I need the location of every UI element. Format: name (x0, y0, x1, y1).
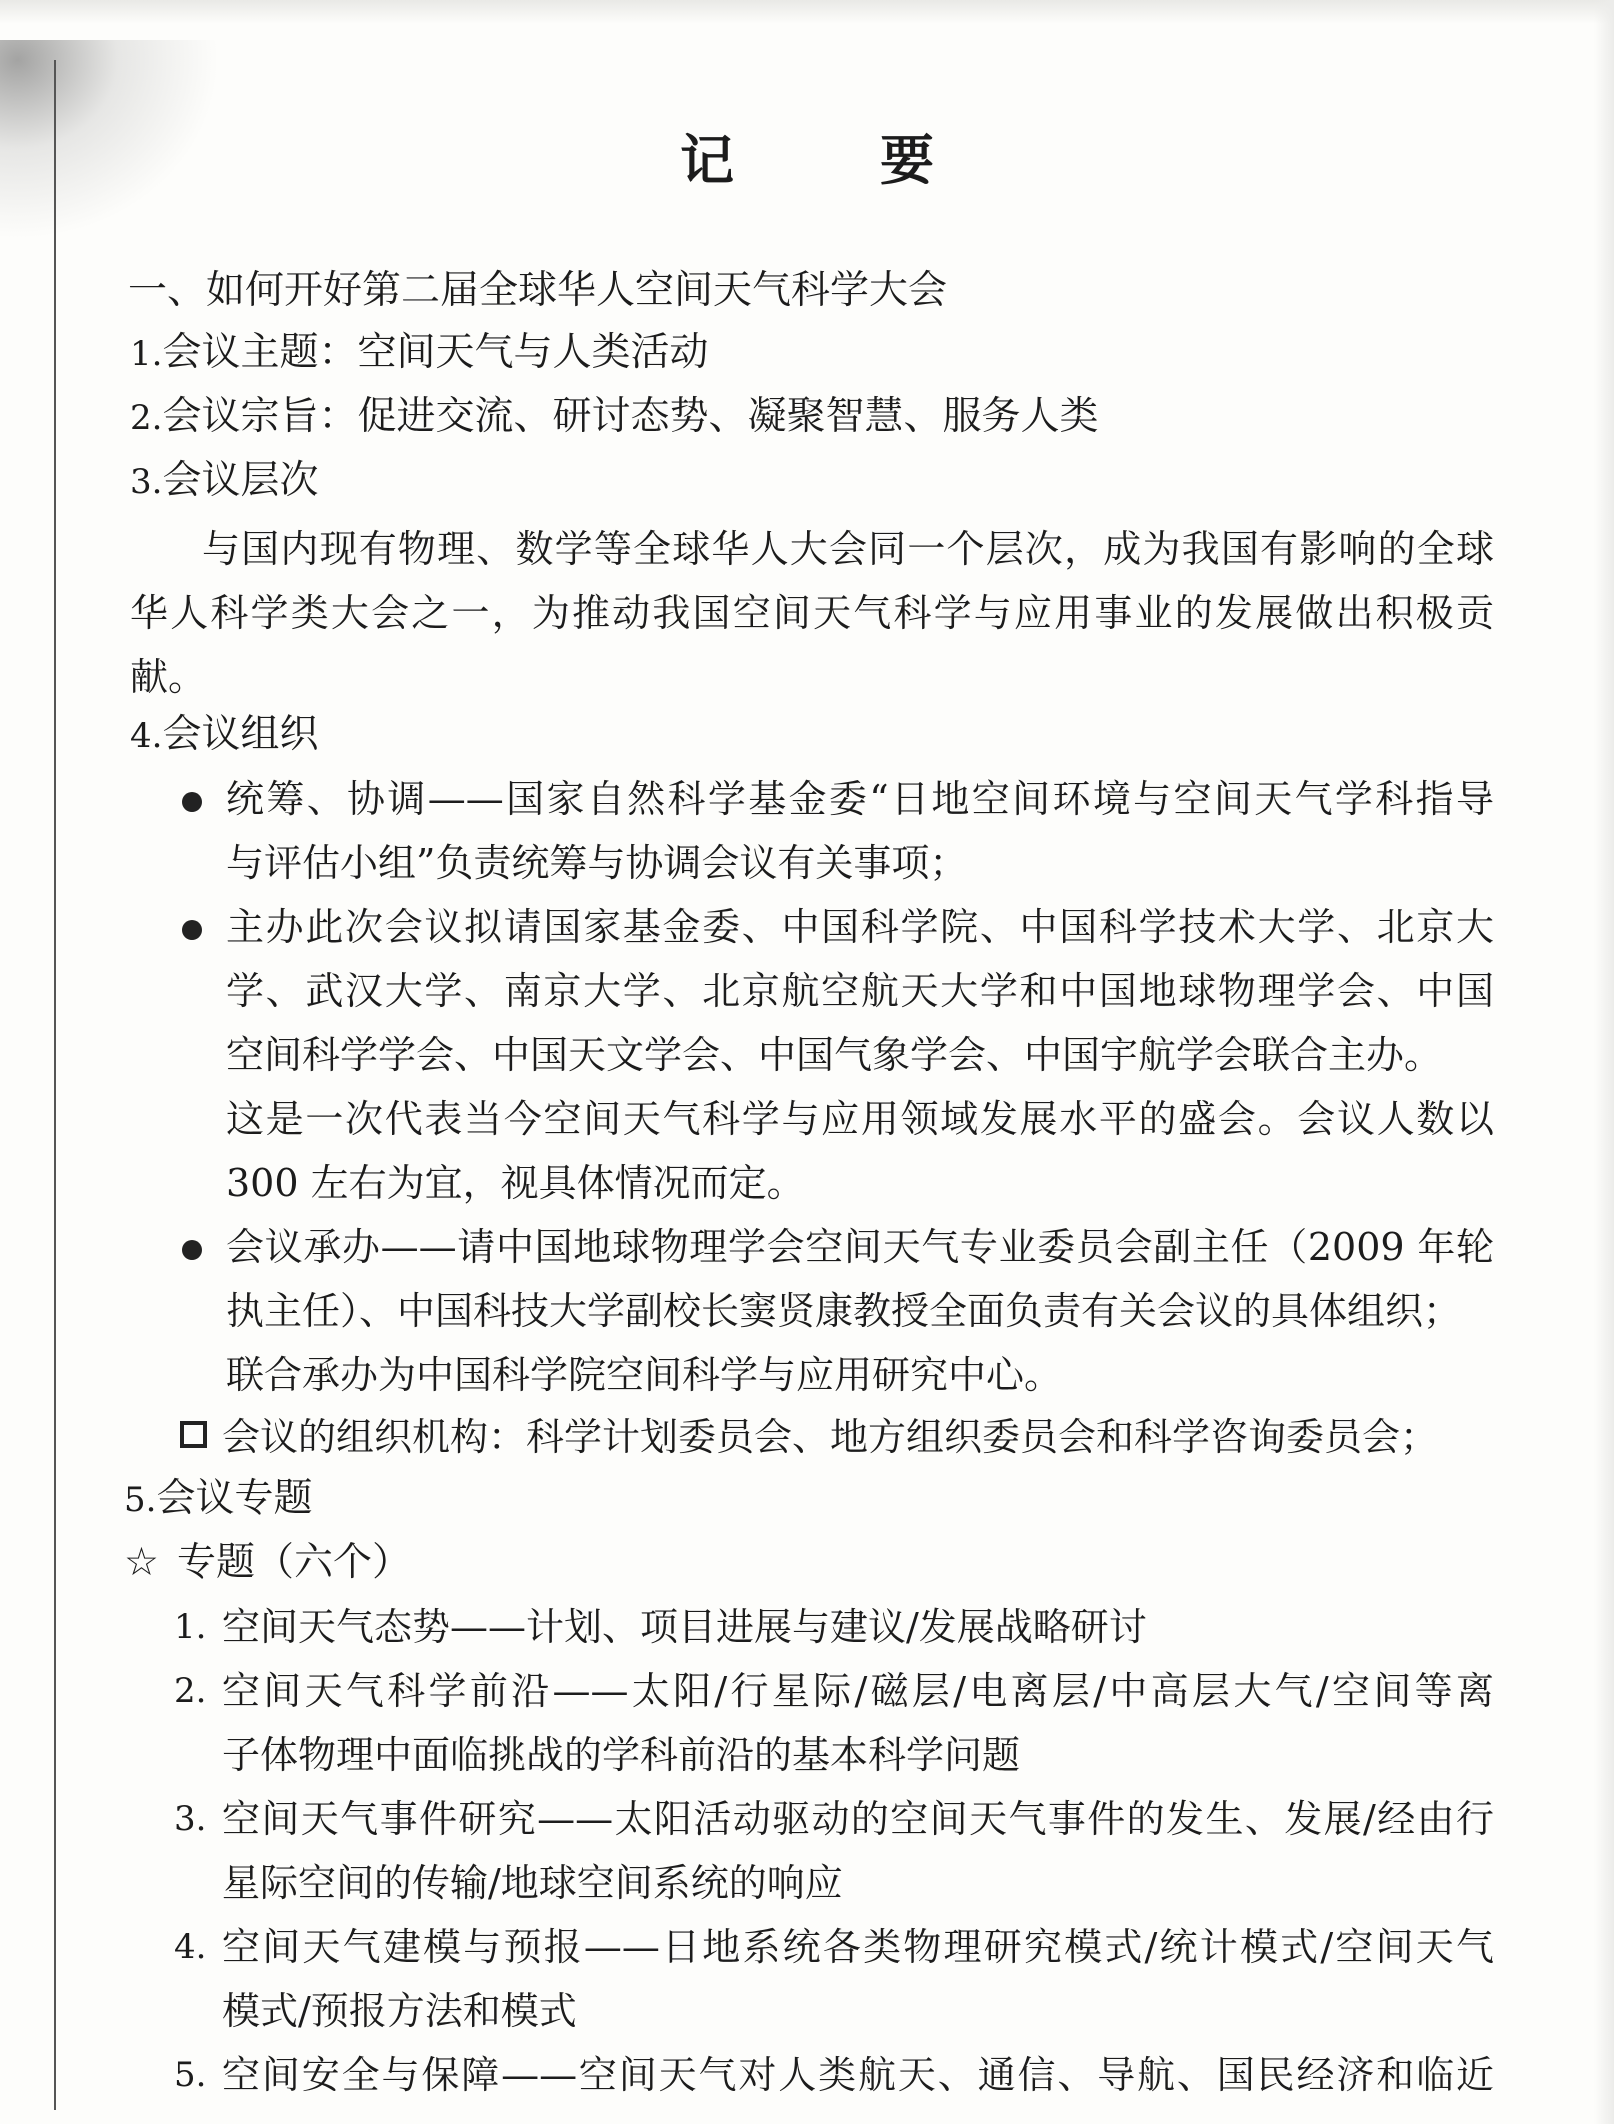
item-5-number: 5. (124, 1480, 157, 1520)
star-icon: ☆ (124, 1540, 159, 1585)
topic-line: 空间天气科学前沿——太阳/行星际/磁层/电离层/中高层大气/空间等离 (222, 1669, 1494, 1713)
bullet-line: 执主任）、中国科技大学副校长窦贤康教授全面负责有关会议的具体组织； (226, 1289, 1462, 1333)
topic-line: 空间天气事件研究——太阳活动驱动的空间天气事件的发生、发展/经由行 (222, 1797, 1494, 1841)
paragraph-line: 华人科学类大会之一，为推动我国空间天气科学与应用事业的发展做出积极贡 (130, 591, 1494, 635)
scan-top-shadow (0, 0, 1614, 24)
bullet-line: 会议承办——请中国地球物理学会空间天气专业委员会副主任（2009 年轮 (226, 1225, 1494, 1269)
topic-line: 空间天气建模与预报——日地系统各类物理研究模式/统计模式/空间天气 (222, 1925, 1494, 1969)
topic-line: 空间天气态势——计划、项目进展与建议/发展战略研讨 (222, 1605, 1147, 1649)
item-4-number: 4. (130, 716, 163, 756)
page-title: 记 要 (680, 128, 980, 192)
bullet-dot-icon (182, 1240, 202, 1260)
item-1 (130, 330, 708, 377)
bullet-line: 主办此次会议拟请国家基金委、中国科学院、中国科学技术大学、北京大 (226, 905, 1494, 949)
binding-edge-line (54, 60, 56, 2110)
checkbox-square-icon (180, 1421, 207, 1448)
topic-line: 空间安全与保障——空间天气对人类航天、通信、导航、国民经济和临近 (222, 2053, 1494, 2097)
topic-number: 5. (174, 2055, 207, 2095)
topic-number: 3. (174, 1799, 207, 1839)
bullet-line: 300 左右为宜，视具体情况而定。 (226, 1161, 805, 1205)
topics-subheading (124, 1540, 411, 1586)
bullet-line: 与评估小组”负责统筹与协调会议有关事项； (226, 841, 968, 885)
topics-subheading-text: 专题（六个） (176, 1540, 411, 1585)
topic-number: 4. (174, 1927, 207, 1967)
bullet-line: 学、武汉大学、南京大学、北京航空航天大学和中国地球物理学会、中国 (226, 969, 1494, 1013)
topic-line: 模式/预报方法和模式 (222, 1989, 577, 2033)
bullet-dot-icon (182, 920, 202, 940)
paragraph-line: 献。 (130, 655, 207, 699)
section-heading: 一、如何开好第二届全球华人空间天气科学大会 (128, 268, 948, 313)
item-3 (130, 458, 318, 505)
bullet-line: 联合承办为中国科学院空间科学与应用研究中心。 (226, 1353, 1063, 1397)
item-1-text: 会议主题：空间天气与人类活动 (162, 330, 709, 375)
paragraph-line: 与国内现有物理、数学等全球华人大会同一个层次，成为我国有影响的全球 (202, 527, 1494, 571)
scan-right-shadow (1594, 0, 1614, 2124)
item-2-number: 2. (130, 398, 163, 438)
item-5 (124, 1476, 312, 1523)
bullet-line: 统筹、协调——国家自然科学基金委“日地空间环境与空间天气学科指导 (226, 777, 1494, 821)
item-3-number: 3. (130, 462, 163, 502)
topic-line: 星际空间的传输/地球空间系统的响应 (222, 1861, 843, 1905)
item-5-text: 会议专题 (156, 1476, 313, 1521)
topic-number: 2. (174, 1671, 207, 1711)
item-2-text: 会议宗旨：促进交流、研讨态势、凝聚智慧、服务人类 (162, 394, 1099, 439)
bullet-line: 这是一次代表当今空间天气科学与应用领域发展水平的盛会。会议人数以 (226, 1097, 1494, 1141)
topic-number: 1. (174, 1607, 207, 1647)
bullet-line: 空间科学学会、中国天文学会、中国气象学会、中国宇航学会联合主办。 (226, 1033, 1443, 1077)
item-4 (130, 712, 318, 759)
item-1-number: 1. (130, 334, 163, 374)
bullet-dot-icon (182, 792, 202, 812)
item-2 (130, 394, 1098, 441)
item-3-text: 会议层次 (162, 458, 319, 503)
topic-line: 子体物理中面临挑战的学科前沿的基本科学问题 (222, 1733, 1021, 1777)
box-item-text: 会议的组织机构：科学计划委员会、地方组织委员会和科学咨询委员会； (222, 1415, 1439, 1459)
item-4-text: 会议组织 (162, 712, 319, 757)
